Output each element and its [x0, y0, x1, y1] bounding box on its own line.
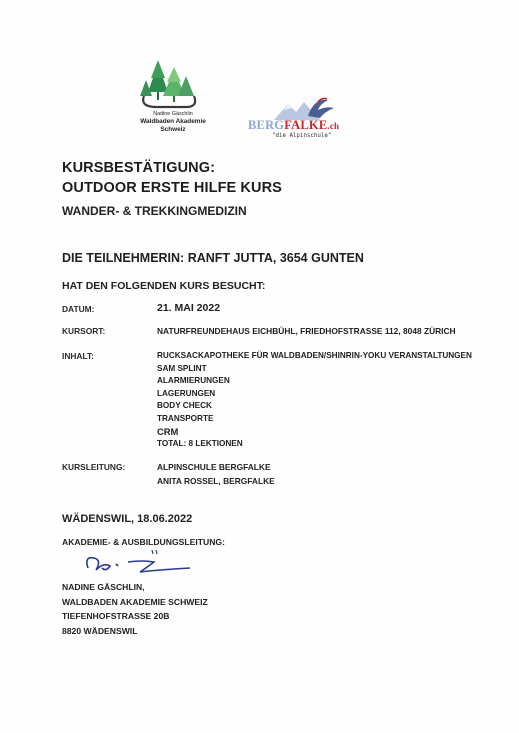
intro-line: HAT DEN FOLGENDEN KURS BESUCHT: [62, 280, 266, 292]
list-item: BODY CHECK [157, 401, 212, 411]
bergfalke-tagline: "die Alpinschule" [272, 133, 332, 139]
logo-left-line3: Schweiz [160, 125, 186, 133]
list-item: ANITA ROSSEL, BERGFALKE [157, 476, 275, 486]
list-item: LAGERUNGEN [157, 388, 216, 398]
course-subtitle: WANDER- & TREKKINGMEDIZIN [62, 204, 247, 218]
address-line: TIEFENHOFSTRASSE 20B [62, 611, 170, 621]
forest-trees-icon [136, 58, 206, 110]
list-item: TRANSPORTE [157, 413, 214, 423]
address-line: WALDBADEN AKADEMIE SCHWEIZ [62, 596, 208, 607]
waldbaden-akademie-logo [128, 58, 218, 133]
signatory-address [62, 580, 208, 638]
course-title: OUTDOOR ERSTE HILFE KURS [62, 180, 282, 196]
date-label: DATUM: [62, 304, 95, 314]
list-item: ALARMIERUNGEN [157, 376, 230, 386]
bergfalke-wordmark [248, 118, 339, 133]
place-date: WÄDENSWIL, 18.06.2022 [62, 513, 193, 525]
direction-label: AKADEMIE- & AUSBILDUNGSLEITUNG: [62, 537, 225, 547]
lead-label: KURSLEITUNG: [62, 462, 126, 472]
content-list [157, 350, 472, 451]
wordmark-berg: BERG [248, 118, 285, 132]
participant-line: DIE TEILNEHMERIN: RANFT JUTTA, 3654 GUNTEN [62, 251, 364, 265]
wordmark-tld: .ch [327, 121, 340, 131]
list-item: CRM [157, 425, 179, 437]
list-item: TOTAL: 8 LEKTIONEN [157, 439, 243, 449]
logo-left-line1: Nadine Gäschlin [153, 111, 193, 117]
address-line: 8820 WÄDENSWIL [62, 625, 138, 636]
date-value: 21. MAI 2022 [157, 302, 221, 314]
signature [82, 548, 192, 578]
list-item: SAM SPLINT [157, 363, 207, 373]
lead-list [157, 460, 275, 488]
wordmark-falke: FALKE [284, 118, 328, 132]
list-item: ALPINSCHULE BERGFALKE [157, 462, 271, 472]
location-label: KURSORT: [62, 326, 106, 336]
bergfalke-logo [248, 96, 378, 139]
address-line: NADINE GÄSCHLIN, [62, 582, 145, 592]
location-value: NATURFREUNDEHAUS EICHBÜHL, FRIEDHOFSTRASSE 112, 8048 ZÜRICH [157, 326, 456, 336]
certificate-title: KURSBESTÄTIGUNG: [62, 160, 216, 176]
logo-left-line2: Waldbaden Akademie [140, 118, 206, 126]
content-label: INHALT: [62, 351, 94, 361]
list-item: RUCKSACKAPOTHEKE FÜR WALDBADEN/SHINRIN-YOKU VERANSTALTUNGEN [157, 351, 472, 360]
